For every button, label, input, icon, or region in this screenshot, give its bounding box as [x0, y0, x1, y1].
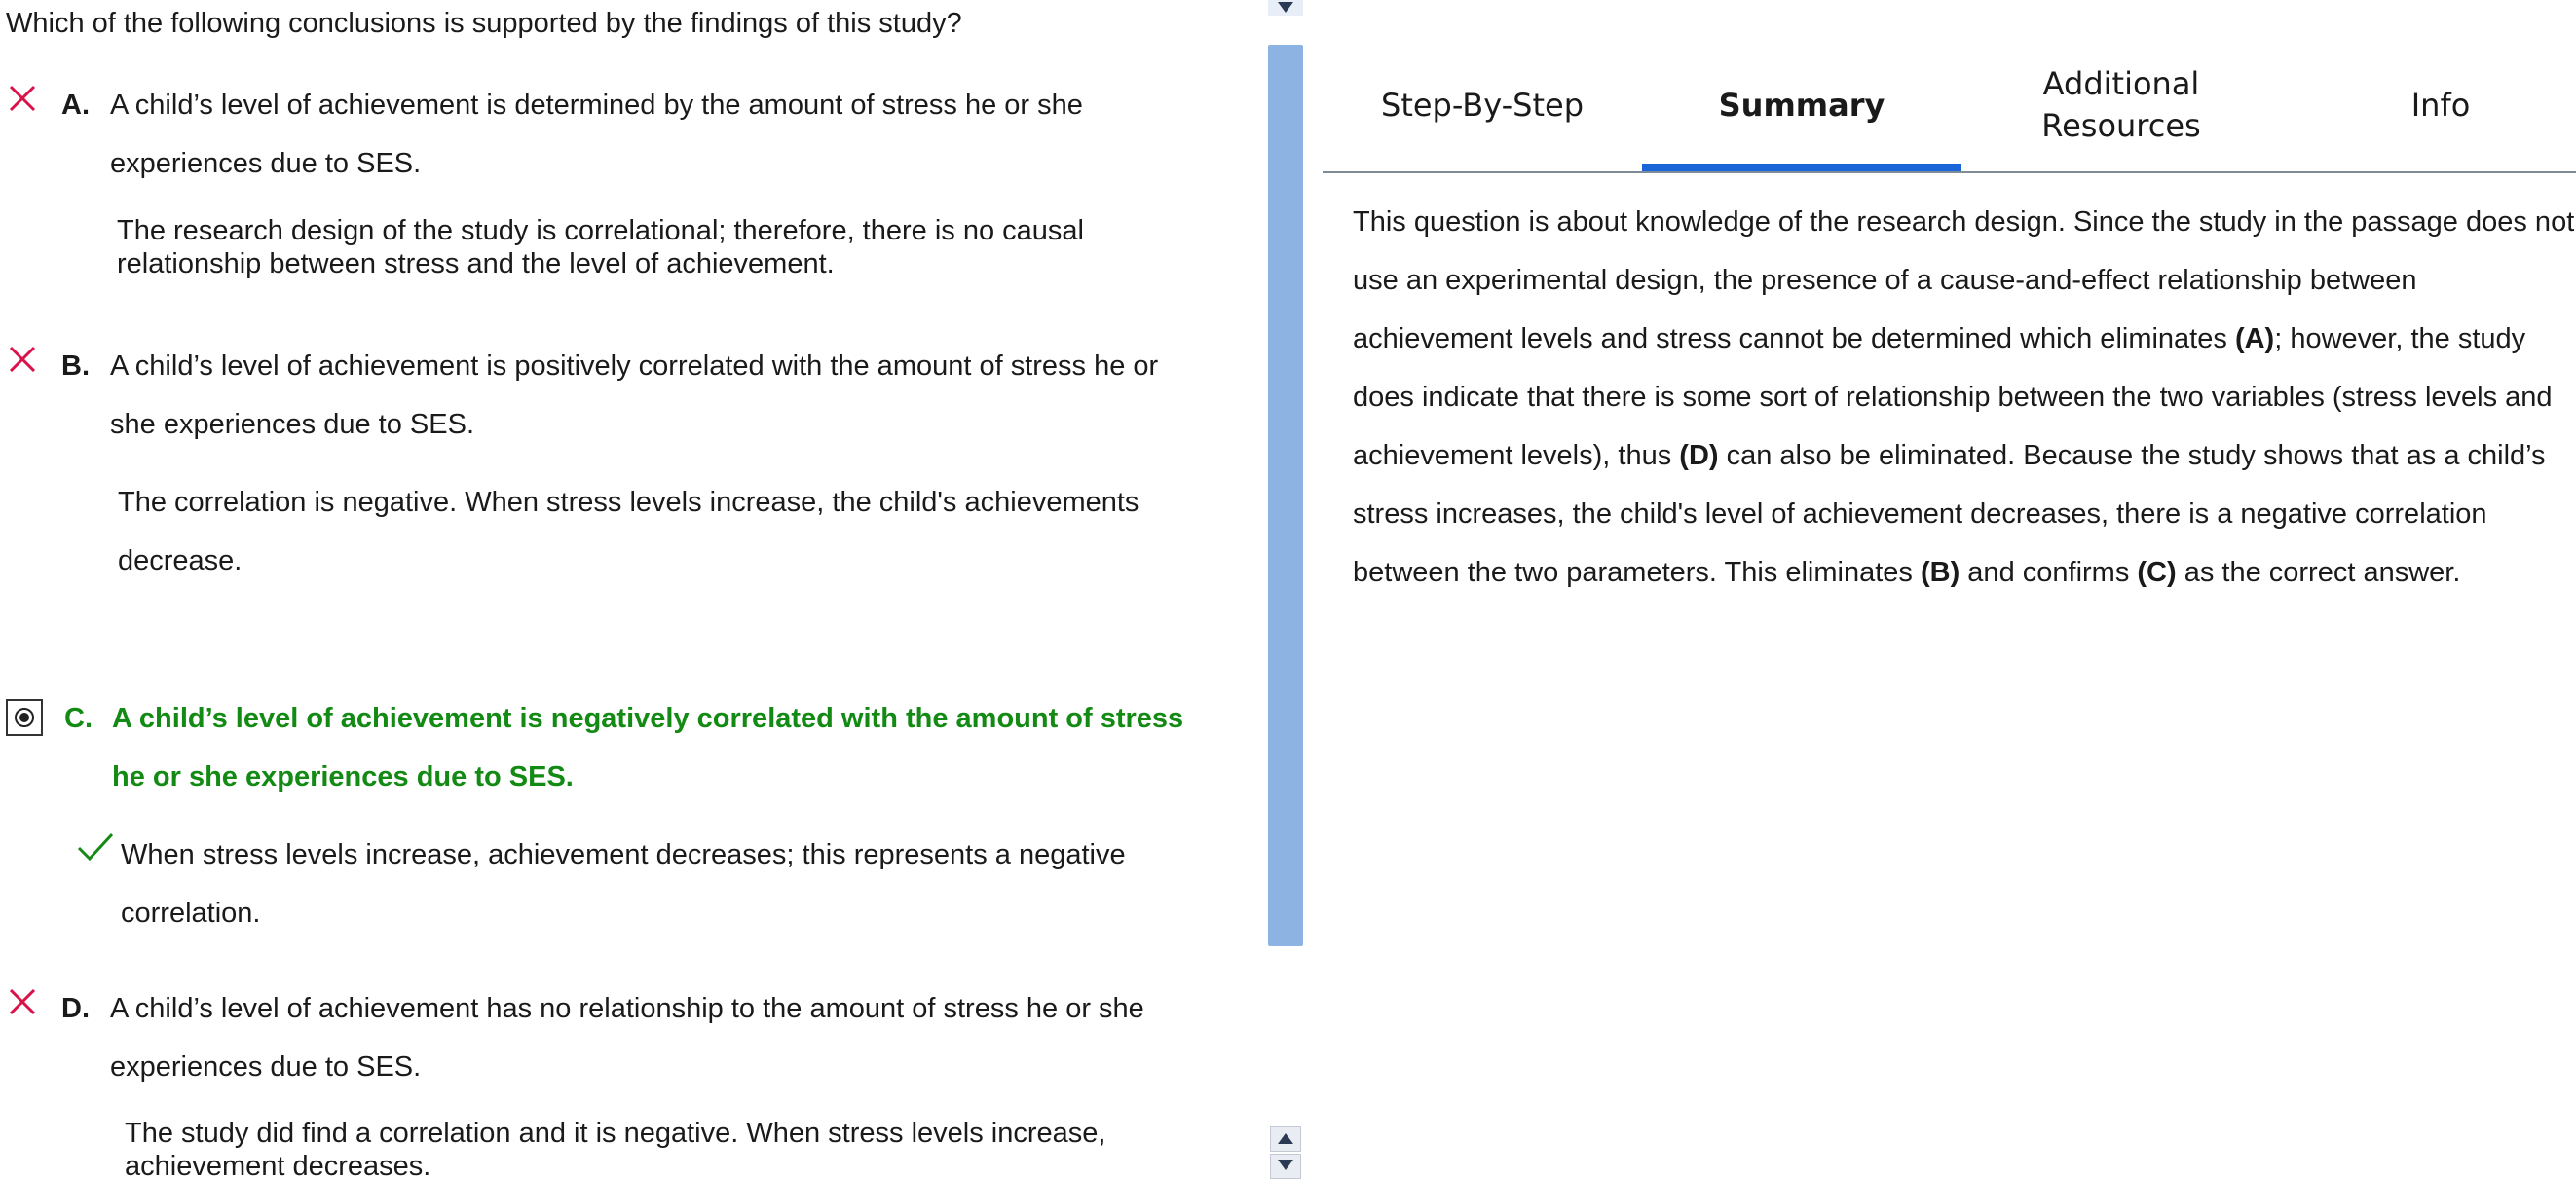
scroll-up-arrow-icon[interactable] — [1270, 1126, 1301, 1152]
scroll-down-arrow-icon[interactable] — [1270, 1154, 1301, 1179]
answer-ref-d: (D) — [1679, 440, 1719, 471]
summary-text: This question is about knowledge of the research design. Since the study in the passage does not use an experimental design, the presence of a cause-and-effect relationship between achievement levels and stress cannot be determined which eliminates — [1353, 206, 2575, 354]
question-text: Which of the following conclusions is supported by the findings of this study? — [6, 8, 962, 39]
choice-text-line: A child’s level of achievement is determined by the amount of stress he or she — [110, 90, 1083, 121]
explanation-panel — [1323, 0, 2576, 1179]
choice-explanation: achievement decreases. — [125, 1151, 431, 1179]
tab-label: Summary — [1718, 86, 1885, 124]
question-panel — [0, 0, 1266, 1179]
choice-explanation: The research design of the study is correlational; therefore, there is no causal — [117, 215, 1084, 246]
choice-text-line: A child’s level of achievement has no relationship to the amount of stress he or she — [110, 993, 1144, 1024]
tab-label: Step-By-Step — [1381, 86, 1584, 124]
choice-explanation: relationship between stress and the level of achievement. — [117, 248, 835, 279]
choice-explanation: The correlation is negative. When stress levels increase, the child's achievements — [118, 487, 1139, 518]
checkmark-icon — [76, 831, 115, 863]
summary-explanation — [1353, 193, 2576, 602]
tab-bar — [1323, 39, 2576, 173]
x-icon — [8, 345, 37, 374]
choice-letter: B. — [61, 350, 90, 382]
tab-additional-resources[interactable] — [1961, 39, 2281, 171]
tab-label: Info — [2410, 86, 2471, 124]
x-icon — [8, 84, 37, 113]
summary-text: ; however, the study does indicate that there is some sort of relationship between the two variables (stress levels and achievement levels), thus — [1353, 323, 2553, 471]
choice-a[interactable] — [0, 76, 1256, 300]
tab-label: Additional — [2042, 65, 2200, 102]
choice-letter: D. — [61, 993, 90, 1024]
choice-text-line: he or she experiences due to SES. — [112, 761, 574, 792]
answer-ref-c: (C) — [2137, 557, 2177, 588]
choice-explanation: correlation. — [121, 898, 261, 929]
choice-c[interactable] — [0, 689, 1256, 942]
choice-d[interactable] — [0, 979, 1256, 1179]
choice-text-line: A child’s level of achievement is negatively correlated with the amount of stress — [112, 703, 1184, 734]
summary-text: and confirms — [1960, 557, 2138, 588]
scroll-top-arrow-icon[interactable] — [1268, 0, 1303, 16]
radio-selected-icon[interactable] — [6, 699, 43, 736]
tab-info[interactable] — [2281, 39, 2576, 171]
choice-b[interactable] — [0, 337, 1256, 590]
scroll-thumb[interactable] — [1268, 45, 1303, 946]
choice-text-line: she experiences due to SES. — [110, 409, 475, 440]
choice-letter: A. — [61, 90, 90, 121]
answer-ref-a: (A) — [2234, 323, 2275, 354]
x-icon — [8, 987, 37, 1016]
choice-explanation: The study did find a correlation and it is negative. When stress levels increase, — [125, 1118, 1106, 1149]
choice-explanation: decrease. — [118, 545, 243, 576]
choice-text-line: A child’s level of achievement is positively correlated with the amount of stress he or — [110, 350, 1159, 382]
tab-label: Resources — [2041, 107, 2201, 144]
scroll-thumb-cap — [1272, 18, 1299, 43]
summary-text: can also be eliminated. Because the study shows that as a child’s stress increases, the child's level of achievement decreases, there is a negative correlation between the two parameters. This eliminates — [1353, 440, 2546, 588]
answer-ref-b: (B) — [1920, 557, 1960, 588]
choice-text-line: experiences due to SES. — [110, 148, 422, 179]
tab-summary[interactable] — [1642, 39, 1961, 171]
tab-step-by-step[interactable] — [1323, 39, 1642, 171]
vertical-scrollbar[interactable] — [1268, 0, 1303, 1179]
active-tab-indicator — [1642, 164, 1961, 171]
choice-letter: C. — [64, 703, 93, 734]
choice-text-line: experiences due to SES. — [110, 1051, 422, 1083]
choice-explanation: When stress levels increase, achievement decreases; this represents a negative — [121, 839, 1126, 870]
summary-text: as the correct answer. — [2176, 557, 2461, 588]
